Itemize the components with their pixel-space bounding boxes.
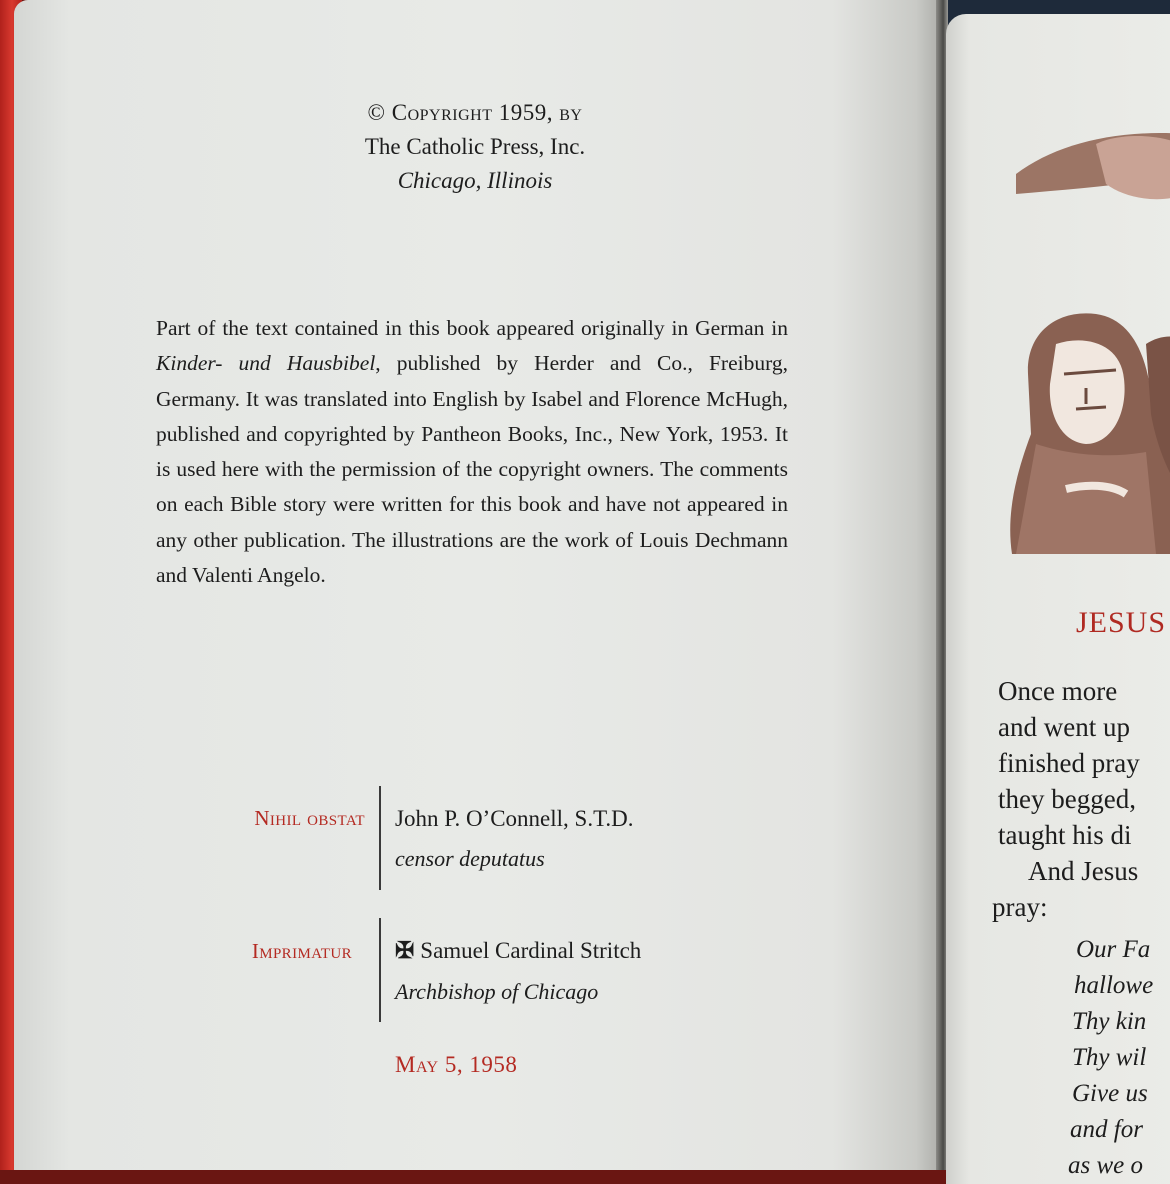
prayer-line: Give us: [1072, 1080, 1148, 1107]
chapter-heading: JESUS: [1076, 606, 1167, 639]
publisher-line: The Catholic Press, Inc.: [364, 134, 586, 159]
nihil-obstat-role: censor deputatus: [395, 846, 545, 871]
paragraph-book-title: Kinder- und Hausbibel: [156, 351, 376, 376]
prayer-line: Thy kin: [1072, 1008, 1147, 1035]
right-page: [946, 14, 1170, 1184]
source-note-paragraph: [156, 311, 788, 593]
nihil-obstat-name: John P. O’Connell, S.T.D.: [395, 806, 634, 831]
copyright-block: [300, 96, 650, 198]
publisher-city: Chicago, Illinois: [397, 168, 553, 193]
illustration-image: [946, 14, 1170, 574]
cross-icon: ✠: [395, 938, 415, 963]
body-line: they begged,: [998, 784, 1136, 814]
approval-divider: [379, 786, 381, 890]
imprimatur-name-text: Samuel Cardinal Stritch: [420, 938, 642, 963]
imprimatur-label: Imprimatur: [251, 939, 352, 963]
nihil-obstat-label: Nihil obstat: [254, 806, 365, 830]
body-line: taught his di: [998, 820, 1132, 850]
imprimatur-role: Archbishop of Chicago: [395, 979, 599, 1004]
prayer-line: as we o: [1068, 1152, 1143, 1179]
copyright-line: © Copyright 1959, by: [367, 100, 583, 125]
imprimatur-name: [395, 938, 641, 964]
body-line: pray:: [992, 892, 1048, 922]
paragraph-text-1: Part of the text contained in this book appeared originally in German in: [156, 316, 788, 340]
prayer-line: Our Fa: [1076, 936, 1151, 963]
body-line: And Jesus: [1028, 856, 1139, 886]
prayer-line: hallowe: [1074, 972, 1154, 999]
approval-date: May 5, 1958: [395, 1052, 518, 1077]
body-line: Once more: [998, 676, 1118, 706]
paragraph-text-2: , published by Herder and Co., Freiburg, Germany. It was translated into English by Isabel and Florence McHugh, published and copyrighted by Pantheon Books, Inc., New York, 1953. It is used here with the permission of the copyright owners. The comments on each Bible story were written for this book and have not appeared in any other publication. The illustrations are the work of Louis Dechmann and Valenti Angelo.: [156, 351, 788, 588]
prayer-line: and for: [1070, 1116, 1143, 1143]
approval-divider: [379, 918, 381, 1022]
body-line: and went up: [998, 712, 1130, 742]
prayer-line: Thy wil: [1072, 1044, 1147, 1071]
body-line: finished pray: [998, 748, 1140, 778]
